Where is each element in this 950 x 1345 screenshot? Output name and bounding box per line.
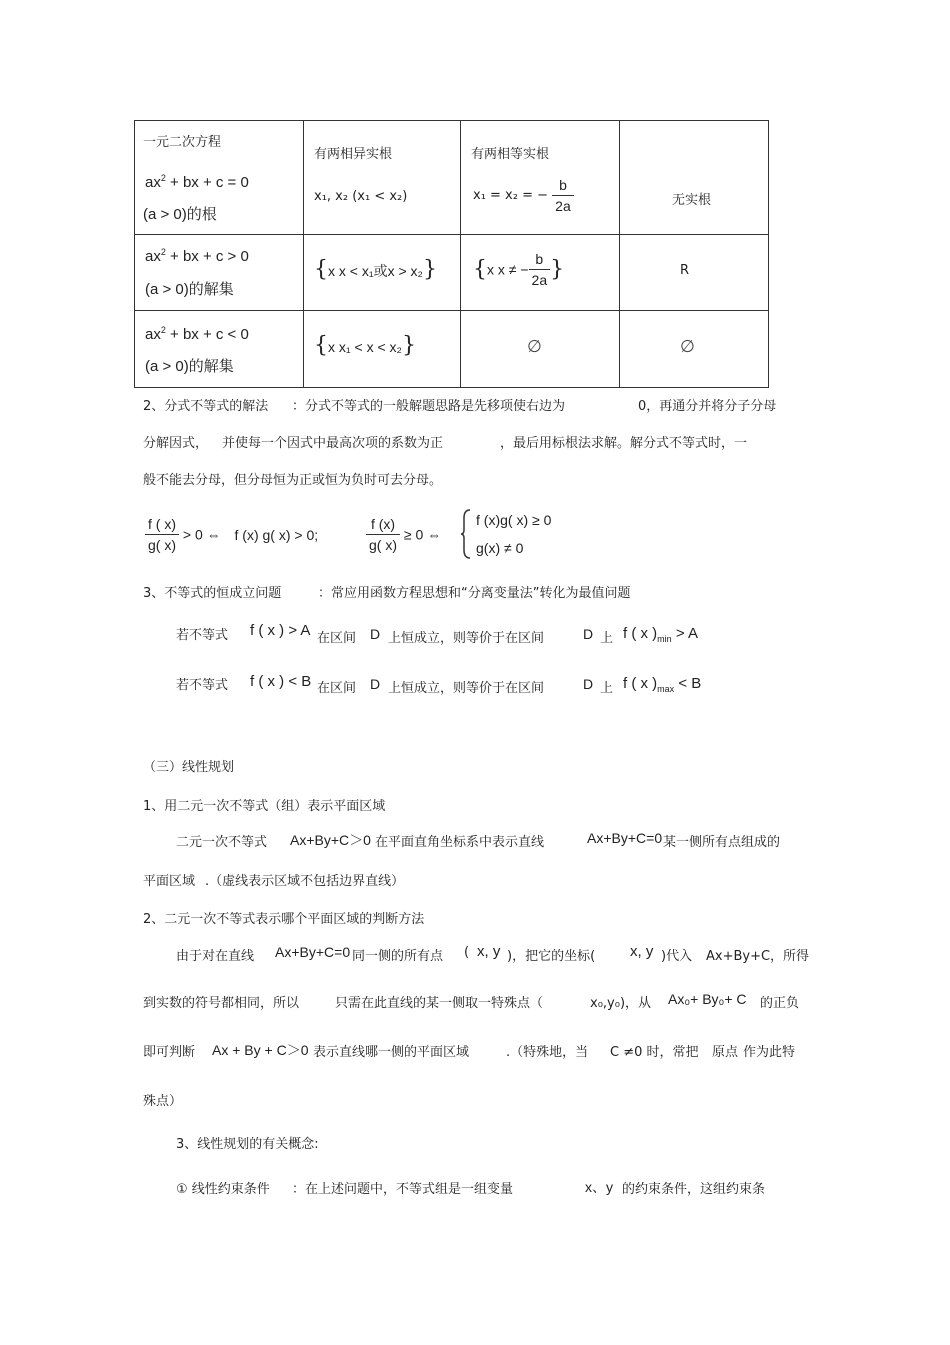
section-heading: （三）线性规划 bbox=[143, 760, 235, 775]
solution-set bbox=[473, 249, 564, 290]
math-symbol: D bbox=[583, 676, 594, 692]
math-expression: x, y bbox=[477, 943, 501, 960]
right-brace: } bbox=[401, 333, 416, 358]
paragraph-text: ① 线性约束条件 bbox=[176, 1182, 270, 1197]
equation-text: ax bbox=[145, 248, 161, 265]
section-title: 2、分式不等式的解法 bbox=[143, 399, 269, 414]
set-text: x x ≠ − bbox=[487, 261, 529, 278]
paragraph-text: 在区间 bbox=[317, 681, 357, 696]
paragraph-text: 上 bbox=[600, 681, 614, 696]
paragraph-text: 表示直线哪一侧的平面区域 bbox=[313, 1045, 470, 1060]
table-cell bbox=[461, 121, 620, 235]
paragraph-text: ( bbox=[464, 945, 470, 960]
section-title: 3、线性规划的有关概念: bbox=[176, 1137, 319, 1152]
paragraph-text: 到实数的符号都相同，所以 bbox=[143, 996, 300, 1011]
denominator: 2a bbox=[555, 198, 571, 214]
real-set: R bbox=[680, 263, 690, 278]
empty-set: ∅ bbox=[527, 337, 542, 357]
equation-text: ax bbox=[145, 174, 161, 191]
system-brace bbox=[460, 508, 472, 560]
paragraph-text: 由于对在直线 bbox=[176, 949, 255, 964]
system-line: f (x)g( x) ≥ 0 bbox=[476, 512, 552, 528]
right-brace: } bbox=[550, 257, 565, 282]
no-root-text: 无实根 bbox=[672, 193, 712, 208]
roots-text: x₁, x₂ (x₁ < x₂) bbox=[314, 189, 408, 204]
equation-text: ax bbox=[145, 326, 161, 343]
paragraph-text: C ≠0 时，常把 bbox=[610, 1045, 699, 1060]
math-expression: Ax+By+C＞0 bbox=[290, 832, 371, 848]
subscript: min bbox=[657, 634, 672, 644]
math-expression: x, y bbox=[630, 943, 654, 960]
roots-formula bbox=[473, 175, 574, 216]
paragraph-text: 原点 bbox=[712, 1045, 739, 1060]
paragraph-text: ：在上述问题中，不等式组是一组变量 bbox=[292, 1182, 514, 1197]
paragraph-text: 若不等式 bbox=[176, 678, 229, 693]
cell-text: 一元二次方程 bbox=[143, 135, 222, 150]
paragraph-text: 上恒成立，则等价于在区间 bbox=[388, 681, 545, 696]
math-expression bbox=[623, 625, 698, 644]
cell-label: 有两相等实根 bbox=[471, 147, 550, 162]
table-cell bbox=[135, 311, 304, 388]
paragraph-text: 作为此特 bbox=[743, 1045, 796, 1060]
table-cell bbox=[620, 121, 769, 235]
paragraph-text: 只需在此直线的某一侧取一特殊点（ bbox=[335, 996, 544, 1011]
paragraph-text: .（特殊地，当 bbox=[506, 1045, 589, 1060]
set-text: x x < x₁或x > x₂ bbox=[328, 263, 423, 279]
paragraph-text: ，最后用标根法求解。解分式不等式时，一 bbox=[500, 436, 748, 451]
section-title: 1、用二元一次不等式（组）表示平面区域 bbox=[143, 799, 386, 814]
table-cell bbox=[620, 235, 769, 311]
math-text: f ( x ) bbox=[623, 675, 658, 692]
math-text: < B bbox=[674, 675, 702, 692]
solution-set bbox=[314, 257, 437, 282]
table-cell bbox=[620, 311, 769, 388]
condition-text: (a > 0)的解集 bbox=[145, 358, 234, 375]
left-brace: { bbox=[314, 257, 328, 282]
equation-text: + bx + c < 0 bbox=[165, 326, 249, 343]
table-cell bbox=[304, 311, 461, 388]
condition-text: (a > 0)的根 bbox=[143, 206, 217, 223]
math-expression bbox=[623, 675, 701, 694]
paragraph-text: ：分式不等式的一般解题思路是先移项使右边为 bbox=[292, 399, 566, 414]
denominator: 2a bbox=[531, 272, 548, 288]
system-line: g(x) ≠ 0 bbox=[476, 540, 524, 556]
left-brace: { bbox=[473, 257, 487, 282]
math-symbol: D bbox=[370, 626, 381, 642]
equation bbox=[145, 173, 249, 191]
paragraph-text: )，把它的坐标( bbox=[507, 949, 596, 964]
fraction-inequality bbox=[366, 514, 441, 555]
fraction bbox=[529, 249, 551, 290]
paragraph-text: 上恒成立，则等价于在区间 bbox=[388, 631, 545, 646]
paragraph-text: 同一侧的所有点 bbox=[352, 949, 444, 964]
paragraph-text: 并使每一个因式中最高次项的系数为正 bbox=[222, 436, 444, 451]
section-title: 2、二元一次不等式表示哪个平面区域的判断方法 bbox=[143, 912, 425, 927]
table-cell bbox=[304, 235, 461, 311]
equivalent-form: f (x) g( x) > 0; bbox=[234, 526, 319, 543]
paragraph-text: x₀,y₀)，从 bbox=[590, 996, 652, 1011]
table-cell bbox=[461, 235, 620, 311]
fraction-inequality bbox=[145, 514, 318, 555]
math-expression: x、y bbox=[585, 1179, 613, 1195]
paragraph-text: 某一侧所有点组成的 bbox=[663, 835, 781, 850]
paragraph-text: 若不等式 bbox=[176, 628, 229, 643]
fraction bbox=[366, 514, 400, 555]
equation-text: + bx + c > 0 bbox=[165, 248, 249, 265]
fraction bbox=[145, 514, 179, 555]
table-cell bbox=[304, 121, 461, 235]
paragraph-text: Ax+By+C，所得 bbox=[706, 949, 810, 964]
paragraph-text: 平面区域 bbox=[143, 874, 196, 889]
paragraph-text: 0，再通分并将分子分母 bbox=[638, 399, 777, 414]
equation bbox=[145, 247, 249, 265]
math-text: f ( x ) bbox=[623, 625, 658, 642]
exponent: 2 bbox=[160, 325, 166, 335]
paragraph-text: 殊点） bbox=[143, 1094, 183, 1109]
math-text: > A bbox=[671, 625, 698, 642]
subscript: max bbox=[657, 684, 675, 694]
math-expression: f ( x ) > A bbox=[250, 622, 311, 639]
paragraph-text: ：常应用函数方程思想和“分离变量法”转化为最值问题 bbox=[318, 586, 631, 601]
paragraph-text: .（虚线表示区域不包括边界直线） bbox=[205, 874, 405, 889]
paragraph-text: 上 bbox=[600, 631, 614, 646]
math-expression: f ( x ) < B bbox=[250, 673, 312, 690]
equation bbox=[145, 325, 249, 343]
numerator: b bbox=[552, 175, 574, 196]
math-expression: Ax+By+C=0 bbox=[275, 944, 351, 960]
paragraph-text: 在平面直角坐标系中表示直线 bbox=[375, 835, 545, 850]
numerator: f (x) bbox=[366, 514, 400, 535]
solution-set bbox=[314, 333, 416, 358]
equation-text: + bx + c = 0 bbox=[165, 174, 249, 191]
paragraph-text: 即可判断 bbox=[143, 1045, 196, 1060]
math-symbol: D bbox=[583, 626, 594, 642]
formula-text: x₁ = x₂ = − bbox=[473, 188, 549, 203]
paragraph-text: 在区间 bbox=[317, 631, 357, 646]
numerator: b bbox=[529, 249, 551, 270]
paragraph-text: 的正负 bbox=[760, 996, 800, 1011]
cell-label: 有两相异实根 bbox=[314, 147, 393, 162]
paragraph-text: 的约束条件，这组约束条 bbox=[622, 1182, 766, 1197]
math-expression: Ax₀+ By₀+ C bbox=[668, 991, 747, 1007]
math-symbol: D bbox=[370, 676, 381, 692]
table-cell bbox=[135, 121, 304, 235]
relation: ≥ 0 ⇔ bbox=[403, 526, 442, 543]
exponent: 2 bbox=[160, 247, 166, 257]
section-title: 3、不等式的恒成立问题 bbox=[143, 586, 282, 601]
relation: > 0 ⇔ bbox=[182, 526, 221, 543]
paragraph-text: 二元一次不等式 bbox=[176, 835, 268, 850]
right-brace: } bbox=[422, 257, 437, 282]
exponent: 2 bbox=[160, 173, 166, 183]
paragraph-text: 分解因式， bbox=[143, 436, 209, 451]
set-text: x x₁ < x < x₂ bbox=[328, 339, 402, 355]
denominator: g( x) bbox=[148, 537, 176, 553]
condition-text: (a > 0)的解集 bbox=[145, 281, 234, 298]
table-cell bbox=[135, 235, 304, 311]
paragraph-text: )代入 bbox=[661, 949, 693, 964]
quadratic-table bbox=[134, 120, 769, 388]
numerator: f ( x) bbox=[145, 514, 179, 535]
paragraph-text: 般不能去分母，但分母恒为正或恒为负时可去分母。 bbox=[143, 473, 443, 488]
fraction bbox=[552, 175, 574, 216]
math-expression: Ax+By+C=0 bbox=[587, 830, 663, 846]
empty-set: ∅ bbox=[680, 337, 695, 357]
table-cell bbox=[461, 311, 620, 388]
brace-icon bbox=[460, 508, 472, 560]
math-expression: Ax + By + C＞0 bbox=[212, 1042, 309, 1058]
left-brace: { bbox=[314, 333, 328, 358]
denominator: g( x) bbox=[369, 537, 397, 553]
